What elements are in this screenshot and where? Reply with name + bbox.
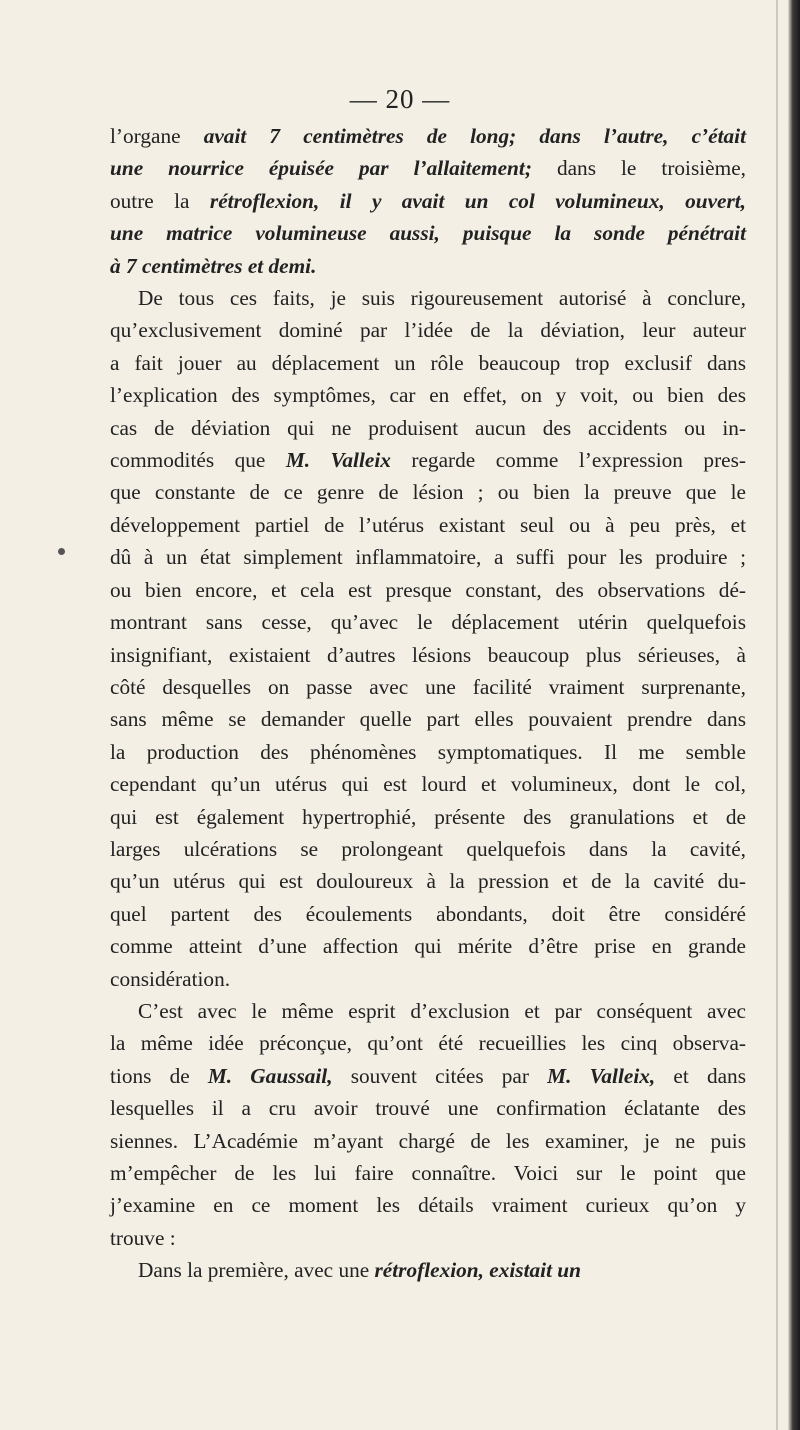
text-run: sans même se demander quelle part elles pouvaient prendre dans	[110, 707, 746, 732]
text-line	[110, 671, 746, 703]
text-run: montrant sans cesse, qu’avec le déplacement utérin quelquefois	[110, 610, 746, 635]
text-run: la même idée préconçue, qu’ont été recueillies les cinq observa-	[110, 1031, 746, 1056]
text-line	[110, 476, 746, 508]
text-run: Dans la première, avec une	[138, 1258, 375, 1283]
text-run: comme atteint d’une affection qui mérite d’être prise en grande	[110, 934, 746, 959]
text-line	[110, 963, 746, 995]
text-run: insignifiant, existaient d’autres lésions beaucoup plus sérieuses, à	[110, 642, 746, 667]
text-run: De tous ces faits, je suis rigoureusement autorisé à conclure,	[138, 286, 746, 311]
page-number: — 20 —	[349, 84, 451, 114]
text-run: trouve :	[110, 1225, 176, 1250]
text-run: m’empêcher de les lui faire connaître. Voici sur le point que	[110, 1161, 746, 1185]
italic-text: une nourrice épuisée par l’allaitement;	[110, 156, 532, 181]
text-line	[110, 930, 746, 962]
text-line	[110, 703, 746, 735]
text-run: outre la	[110, 188, 210, 213]
italic-text: rétroflexion, il y avait un col volumineux, ouvert,	[209, 188, 747, 213]
text-run: cas de déviation qui ne produisent aucun des accidents ou in-	[110, 415, 746, 440]
italic-text: M. Valleix	[285, 448, 391, 473]
italic-text: rétroflexion, existait un	[374, 1258, 581, 1283]
text-run: côté desquelles on passe avec une facilité vraiment surprenante,	[110, 674, 746, 699]
text-run: j’examine en ce moment les détails vraiment curieux qu’on y	[110, 1193, 746, 1218]
text-line	[110, 1092, 746, 1124]
text-run: souvent citées par	[332, 1063, 548, 1088]
text-run: et dans	[655, 1063, 746, 1088]
italic-text: M. Gaussail,	[207, 1063, 333, 1088]
text-line	[110, 379, 746, 411]
text-line	[110, 606, 746, 638]
text-line	[110, 541, 746, 573]
text-line	[110, 768, 746, 800]
text-line	[110, 444, 746, 476]
text-line	[110, 736, 746, 768]
text-line	[110, 1125, 746, 1157]
text-run: l’explication des symptômes, car en effet, on y voit, ou bien des	[110, 383, 746, 408]
text-line	[110, 574, 746, 606]
text-run: la production des phénomènes symptomatiques. Il me semble	[110, 739, 746, 764]
body-text	[110, 120, 746, 1287]
text-line	[110, 1027, 746, 1059]
italic-text: M. Valleix,	[547, 1063, 656, 1088]
text-run: lesquelles il a cru avoir trouvé une confirmation éclatante des	[110, 1096, 746, 1121]
text-run: qu’exclusivement dominé par l’idée de la déviation, leur auteur	[110, 318, 746, 343]
text-run: quel partent des écoulements abondants, doit être considéré	[110, 901, 746, 926]
text-line	[110, 282, 746, 314]
text-line	[110, 1060, 746, 1092]
binding-gutter	[788, 0, 800, 1430]
text-run: siennes. L’Académie m’ayant chargé de les examiner, je ne puis	[110, 1128, 746, 1153]
text-run: dans le troisième,	[531, 156, 746, 181]
italic-text: avait 7 centimètres de long; dans l’autre, c’était	[203, 124, 746, 148]
text-line	[110, 1189, 746, 1221]
text-line	[110, 250, 746, 282]
text-line	[110, 639, 746, 671]
italic-text: à 7 centimètres et demi.	[110, 253, 317, 278]
text-run: cependant qu’un utérus qui est lourd et volumineux, dont le col,	[110, 772, 746, 797]
text-line	[110, 1254, 746, 1286]
text-run: développement partiel de l’utérus existant seul ou à peu près, et	[110, 512, 746, 537]
text-line	[110, 347, 746, 379]
text-run: ou bien encore, et cela est presque constant, des observations dé-	[110, 577, 746, 602]
text-run: qu’un utérus qui est douloureux à la pression et de la cavité du-	[110, 869, 746, 894]
text-run: dû à un état simplement inflammatoire, a suffi pour les produire ;	[110, 545, 746, 570]
text-line	[110, 314, 746, 346]
text-line	[110, 995, 746, 1027]
ink-spot	[58, 548, 65, 555]
italic-text: une matrice volumineuse aussi, puisque la sonde pénétrait	[110, 221, 746, 246]
text-run: considération.	[110, 966, 231, 991]
text-line	[110, 1157, 746, 1189]
text-run: l’organe	[110, 124, 204, 148]
text-line	[110, 152, 746, 184]
text-line	[110, 1222, 746, 1254]
text-run: larges ulcérations se prolongeant quelquefois dans la cavité,	[110, 836, 746, 861]
text-run: que constante de ce genre de lésion ; ou bien la preuve que le	[110, 480, 746, 505]
text-run: tions de	[110, 1063, 208, 1088]
text-line	[110, 865, 746, 897]
binding-shadow-line	[776, 0, 778, 1430]
text-line	[110, 509, 746, 541]
text-line	[110, 120, 746, 152]
text-line	[110, 898, 746, 930]
text-line	[110, 217, 746, 249]
text-line	[110, 412, 746, 444]
text-run: regarde comme l’expression pres-	[390, 448, 746, 473]
text-line	[110, 801, 746, 833]
text-run: qui est également hypertrophié, présente des granulations et de	[110, 804, 746, 829]
text-line	[110, 185, 746, 217]
text-run: C’est avec le même esprit d’exclusion et par conséquent avec	[138, 998, 746, 1023]
text-line	[110, 833, 746, 865]
text-run: commodités que	[110, 448, 286, 473]
text-run: a fait jouer au déplacement un rôle beaucoup trop exclusif dans	[110, 350, 746, 375]
